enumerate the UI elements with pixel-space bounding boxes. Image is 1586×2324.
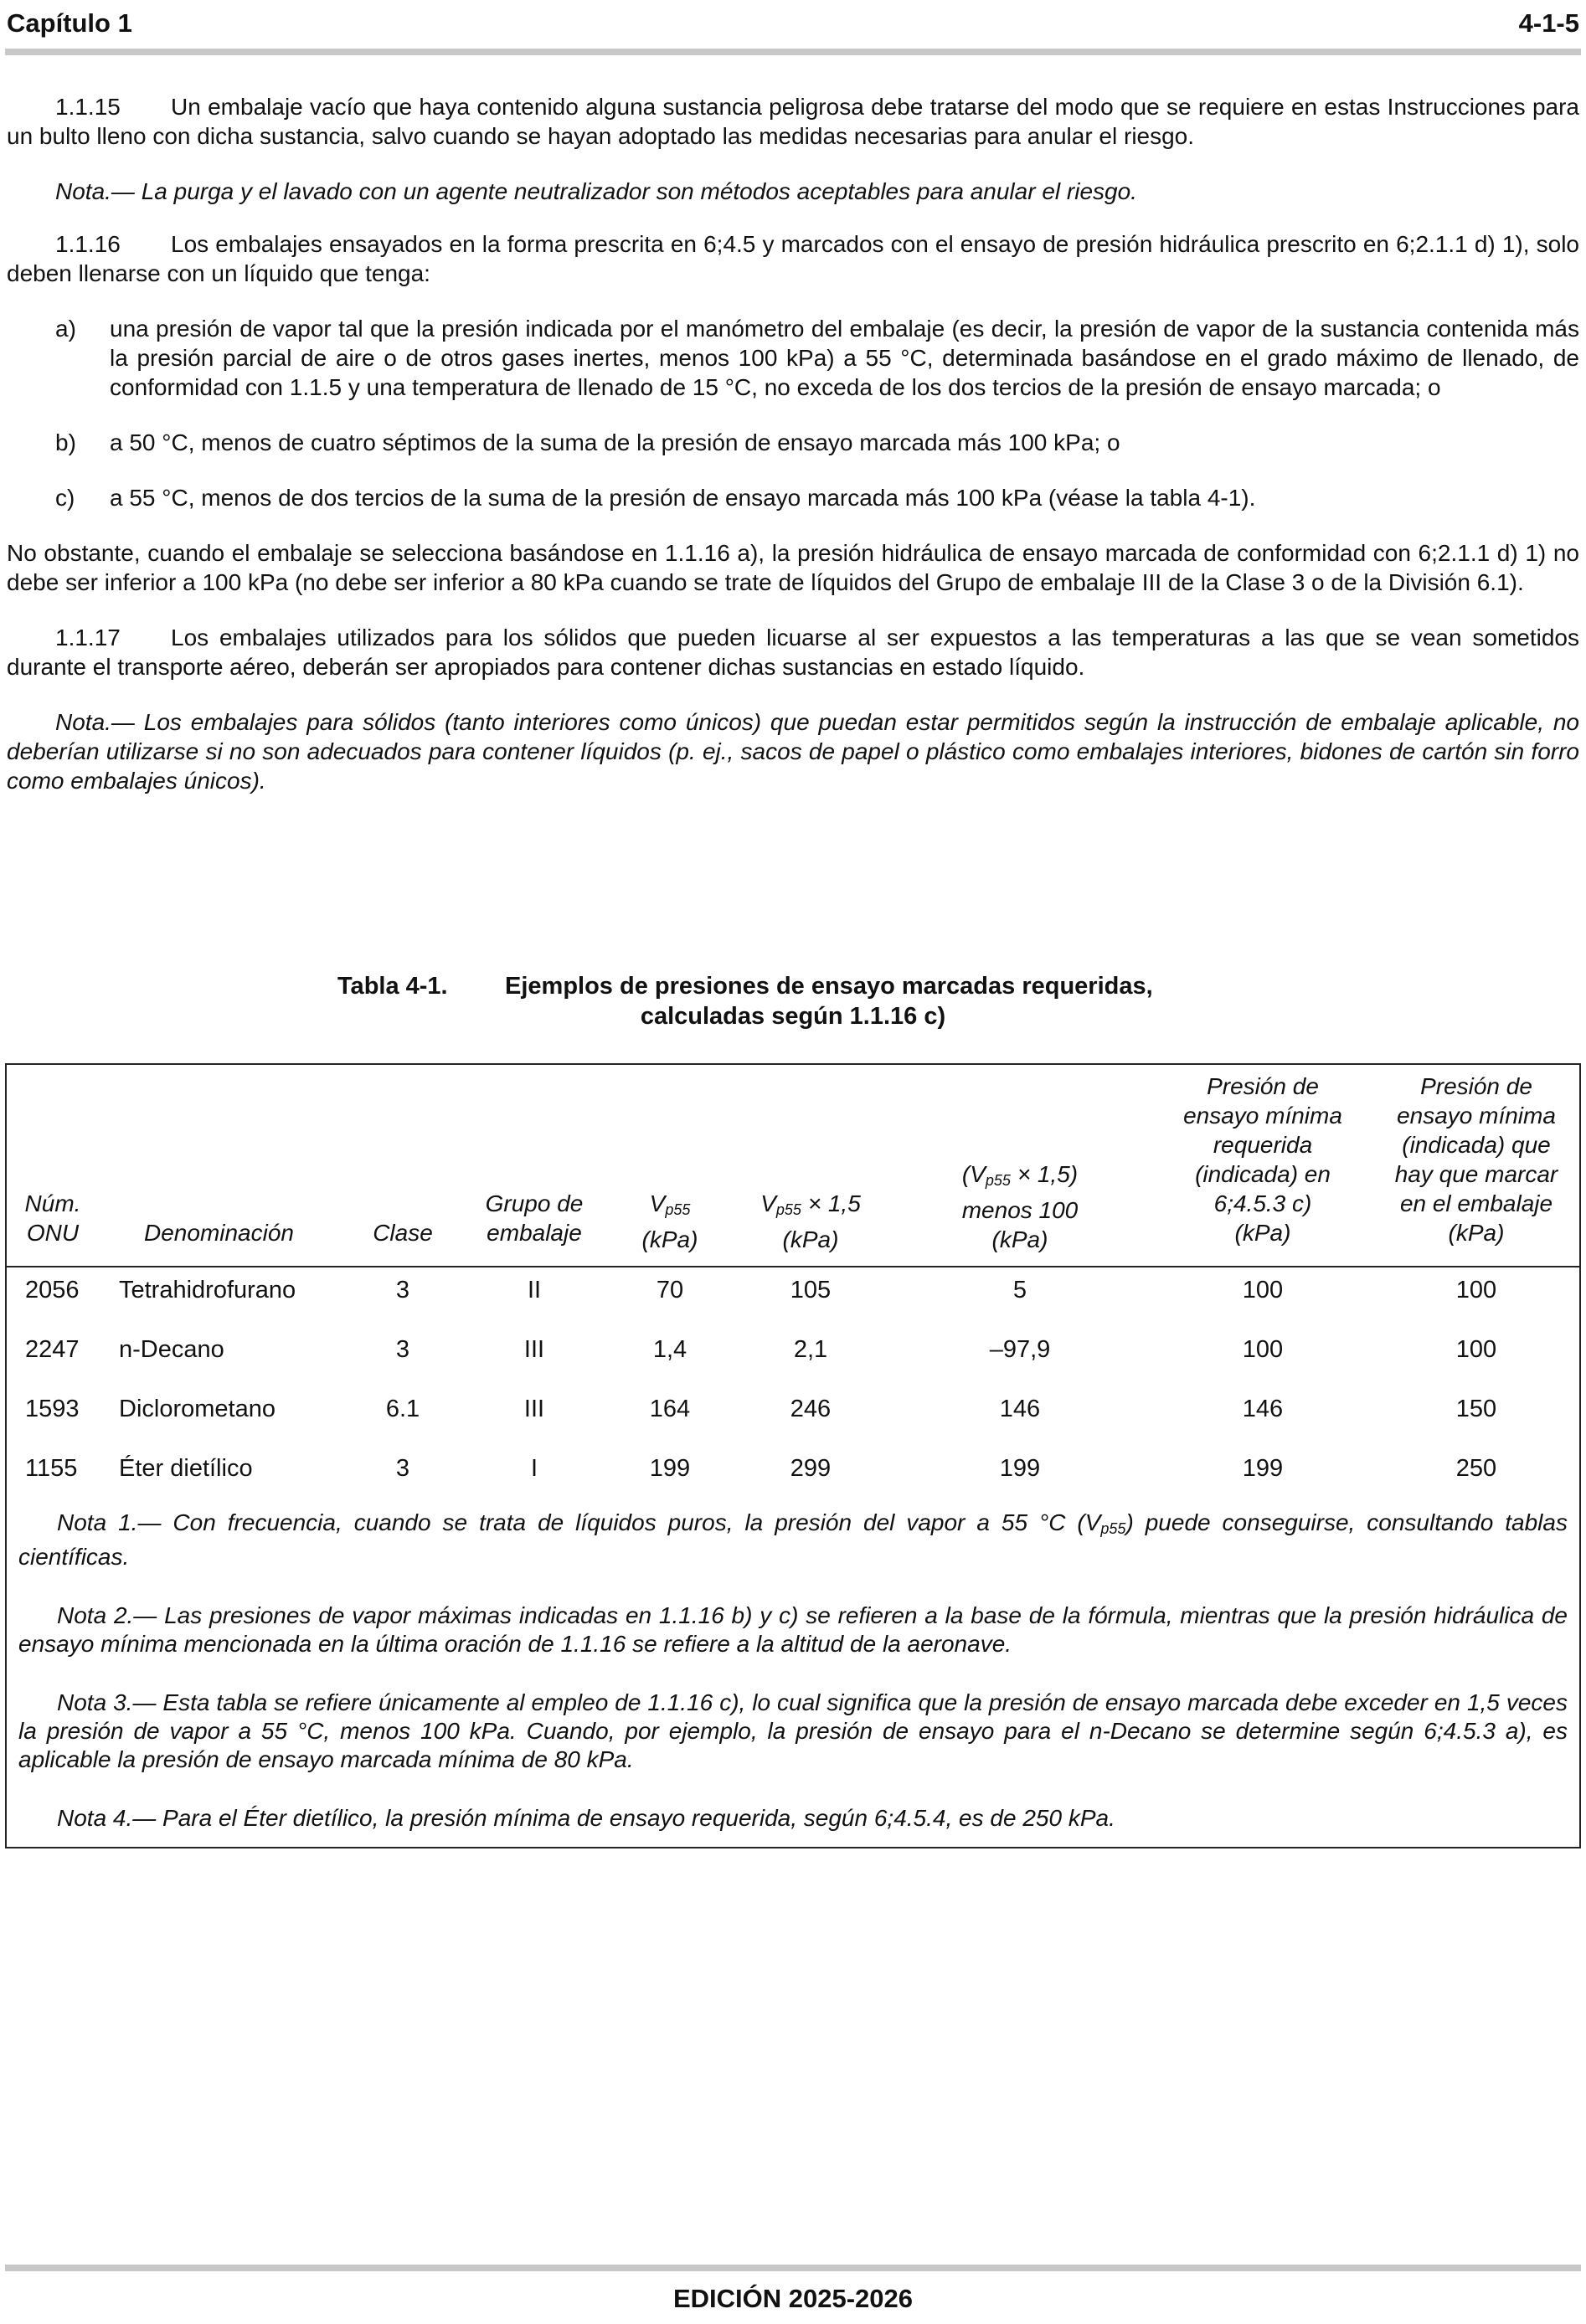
list-item-b: b) a 50 °C, menos de cuatro séptimos de la suma de la presión de ensayo marcada más 100 kPa; o <box>55 429 1120 455</box>
page-header <box>7 5 1579 39</box>
note-solids: Nota.— Los embalajes para sólidos (tanto interiores como únicos) que puedan estar permitidos según la instrucción de embalaje aplicable, no deberían utilizarse si no son adecuados para contener líquidos (p. ej., sacos de papel o plástico como embalajes interiores, bidones de cartón sin forro como embalajes únicos). <box>7 709 1579 794</box>
column-header-group: Grupo de embalaje <box>485 1190 584 1246</box>
footer-rule <box>5 2265 1581 2271</box>
column-header-un: Núm. ONU <box>24 1190 81 1246</box>
column-header-class: Clase <box>373 1220 433 1246</box>
column-header-name: Denominación <box>144 1220 294 1246</box>
table-title-line-2: calculadas según 1.1.16 c) <box>640 1003 946 1030</box>
table-notes <box>18 1509 1568 1833</box>
table-note-1: Nota 1.— Con frecuencia, cuando se trata de líquidos puros, la presión del vapor a 55 °C $(V_{p55})$ puede conseguirse, consultando tablas científicas. <box>18 1509 1568 1570</box>
note-purge: Nota.— La purga y el lavado con un agente neutralizador son métodos aceptables para anular el riesgo. <box>55 178 1137 204</box>
table-header-rule <box>7 1266 1579 1267</box>
table-row: 2247 n-Decano 3 III 1,4 2,1 –97,9 100 100 <box>25 1336 1497 1363</box>
paragraph-1-1-17: 1.1.17 Los embalajes utilizados para los sólidos que pueden licuarse al ser expuestos a las temperaturas a las que se vean sometidos durante el transporte aéreo, deberán ser apropiados para contener dichas sustancias en estado líquido. <box>7 625 1579 680</box>
pressure-table <box>5 1063 1581 1848</box>
table-note-2: Nota 2.— Las presiones de vapor máximas indicadas en 1.1.16 b) y c) se refieren a la base de la fórmula, mientras que la presión hidráulica de ensayo mínima mencionada en la última oración de 1.1.16 se refiere a la altitud de la aeronave. <box>18 1602 1568 1657</box>
paragraph-1-1-16: 1.1.16 Los embalajes ensayados en la forma prescrita en 6;4.5 y marcados con el ensayo de presión hidráulica prescrito en 6;2.1.1 d) 1), solo deben llenarse con un líquido que tenga: <box>7 231 1579 286</box>
page-number: 4-1-5 <box>1518 8 1579 38</box>
body-text <box>7 92 1579 795</box>
paragraph-no-obstante: No obstante, cuando el embalaje se selecciona basándose en 1.1.16 a), la presión hidráulica de ensayo marcada de conformidad con 6;2.1.1 d) 1) no debe ser inferior a 100 kPa (no debe ser inferior a 80 kPa cuando se trate de líquidos del Grupo de embalaje III de la Clase 3 o de la División 6.1). <box>7 540 1579 595</box>
table-label: Tabla 4-1. <box>337 973 448 1000</box>
column-header-vp55-x15: $V_{p55} \times 1,5$ (kPa) <box>760 1190 861 1252</box>
list-item-a: a) una presión de vapor tal que la presión indicada por el manómetro del embalaje (es decir, la presión de vapor de la sustancia contenida más la presión parcial de aire o de otros gases inertes, menos 100 kPa) a 55 °C, determinada basándose en el grado máximo de llenado, de conformidad con 1.1.5 y una temperatura de llenado de 15 °C, no exceda de los dos tercios de la presión de ensayo marcada; o <box>55 316 1579 400</box>
edition-footer: EDICIÓN 2025-2026 <box>672 2284 914 2313</box>
table-note-3: Nota 3.— Esta tabla se refiere únicamente al empleo de 1.1.16 c), lo cual significa que la presión de ensayo marcada debe exceder en 1,5 veces la presión de vapor a 55 °C, menos 100 kPa. Cuando, por ejemplo, la presión de ensayo para el n-Decano se determine según 6;4.5.3 a), es aplicable la presión de ensayo marcada mínima de 80 kPa. <box>18 1689 1568 1772</box>
table-row: 1593 Diclorometano 6.1 III 164 246 146 146 150 <box>25 1396 1497 1422</box>
table-row: 1155 Éter dietílico 3 I 199 299 199 199 250 <box>25 1455 1497 1482</box>
column-header-minus-100: $(V_{p55} \times 1,5)$ menos 100 (kPa) <box>961 1161 1079 1252</box>
paragraph-1-1-15: 1.1.15 Un embalaje vacío que haya contenido alguna sustancia peligrosa debe tratarse del modo que se requiere en estas Instrucciones para un bulto lleno con dicha sustancia, salvo cuando se hayan adoptado las medidas necesarias para anular el riesgo. <box>7 94 1579 149</box>
table-title-line-1: Ejemplos de presiones de ensayo marcadas requeridas, <box>505 973 1153 1000</box>
chapter-title: Capítulo 1 <box>7 8 132 38</box>
table-row: 2056 Tetrahidrofurano 3 II 70 105 5 100 100 <box>25 1277 1497 1303</box>
column-header-min-required: Presión de ensayo mínima requerida (indicada) en 6;4.5.3 c) (kPa) <box>1183 1073 1342 1246</box>
column-header-to-mark: Presión de ensayo mínima (indicada) que hay que marcar en el embalaje (kPa) <box>1394 1073 1558 1246</box>
header-rule <box>5 49 1581 55</box>
table-note-4: Nota 4.— Para el Éter dietílico, la presión mínima de ensayo requerida, según 6;4.5.4, es de 250 kPa. <box>57 1805 1115 1831</box>
column-header-vp55: $V_{p55}$ (kPa) <box>641 1190 698 1252</box>
list-item-c: c) a 55 °C, menos de dos tercios de la suma de la presión de ensayo marcada más 100 kPa (véase la tabla 4-1). <box>55 485 1256 511</box>
